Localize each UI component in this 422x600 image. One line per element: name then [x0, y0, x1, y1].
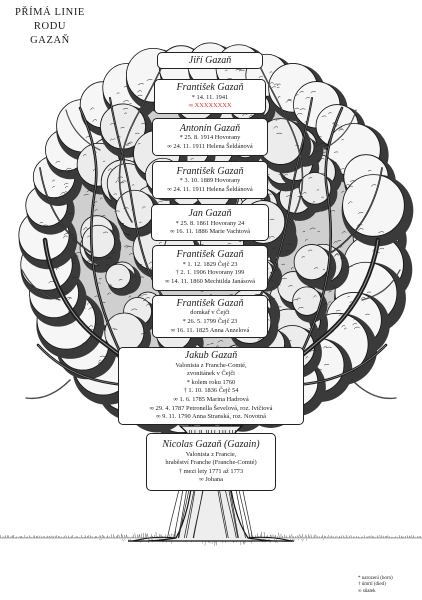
ground-shadow-stroke	[101, 539, 102, 540]
grass-blade	[139, 535, 140, 538]
marriage-line: ∞ 9. 11. 1790 Anna Stranská, roz. Novotná	[156, 413, 266, 421]
grass-blade	[135, 533, 136, 538]
grass-blade	[116, 536, 117, 538]
branch	[26, 380, 70, 398]
grass-blade	[275, 535, 276, 538]
foliage-clump	[343, 175, 405, 237]
grass-blade	[286, 536, 287, 538]
grass-blade	[99, 536, 100, 538]
title-line-1: PŘÍMÁ LINIE	[15, 7, 85, 18]
marriage-line: ∞ 16. 11. 1825 Anna Anzelová	[170, 326, 250, 334]
grass-blade	[289, 536, 290, 538]
grass-blade	[290, 535, 291, 538]
grass-blade	[341, 536, 342, 538]
grass-blade	[133, 535, 134, 538]
grass-blade	[275, 535, 276, 538]
grass-blade	[5, 535, 6, 538]
person-box-antonin	[152, 118, 268, 156]
grass-blade	[107, 535, 108, 538]
grass-blade	[401, 536, 402, 538]
grass-blade	[126, 535, 127, 538]
grass-blade	[311, 534, 312, 538]
ground-shadow-stroke	[99, 539, 100, 540]
ground-shadow-stroke	[123, 539, 124, 542]
foliage-clump	[294, 244, 329, 279]
grass-blade	[308, 534, 309, 538]
grass-blade	[420, 536, 421, 538]
death-line: † 2. 1. 1906 Hovorany 199	[175, 269, 245, 277]
person-box-frantisek-1889	[152, 161, 268, 199]
occupation-line: zvonitánek v Čejči	[187, 370, 235, 378]
grass-blade	[39, 536, 40, 538]
grass-blade	[72, 535, 73, 538]
birth-line: * 1. 12. 1829 Čejč 23	[182, 260, 238, 268]
marriage-line: ∞ 24. 11. 1911 Helena Šeldánová	[167, 142, 253, 150]
person-name: Antonín Gazaň	[179, 122, 241, 134]
grass-blade	[137, 534, 138, 538]
grass-blade	[52, 536, 53, 538]
grass-blade	[34, 535, 35, 538]
birth-line: * kolem roku 1760	[186, 378, 236, 386]
grass-blade	[121, 534, 122, 538]
grass-blade	[147, 534, 148, 538]
legend-death: † úmrtí (died)	[358, 582, 386, 588]
grass-blade	[371, 535, 372, 538]
birth-line: * 14. 11. 1941	[191, 93, 229, 101]
grass-blade	[122, 534, 123, 538]
ground-shadow-stroke	[302, 539, 303, 542]
occupation-line: domkař v Čejči	[190, 309, 230, 317]
marriage-line: ∞ 16. 11. 1886 Marie Vachtová	[170, 228, 250, 236]
grass-blade	[139, 534, 140, 538]
birth-line: * 25. 8. 1861 Hovorany 24	[175, 219, 245, 227]
person-name: František Gazaň	[176, 297, 244, 309]
legend-marriage: ∞ sňatek	[358, 588, 376, 594]
grass-blade	[279, 533, 280, 538]
ground-shadow-stroke	[323, 539, 324, 540]
grass-blade	[302, 534, 303, 538]
grass-blade	[88, 535, 89, 538]
person-box-jakub	[118, 347, 304, 425]
branch	[352, 380, 396, 398]
person-name: František Gazaň	[176, 82, 244, 94]
grass-blade	[113, 534, 114, 538]
grass-blade	[64, 536, 65, 538]
person-name: Nicolas Gazaň (Gazain)	[162, 439, 260, 451]
person-box-frantisek-1799	[152, 295, 268, 338]
person-box-jan	[151, 204, 269, 241]
death-line: † mezi lety 1771 až 1773	[178, 467, 244, 475]
origin-line: Valonista z Francie,	[185, 450, 237, 458]
grass-blade	[81, 535, 82, 538]
region-line: hraběství Franche (Franche-Comté)	[165, 459, 257, 467]
person-box-frantisek-1941	[154, 79, 266, 114]
marriage-line: ∞ 24. 11. 1911 Helena Šeldánová	[167, 185, 253, 193]
marriage-line: ∞ 1. 6. 1785 Marina Hadrová	[173, 396, 249, 404]
grass-blade	[145, 533, 146, 538]
marriage-line: ∞ 14. 11. 1860 Mechtilda Janásová	[164, 278, 256, 286]
person-box-nicolas	[146, 433, 276, 491]
person-box-jiri	[157, 52, 263, 69]
ground-shadow-stroke	[124, 539, 125, 541]
poster-title	[8, 6, 92, 48]
grass-blade	[85, 535, 86, 538]
person-name: Jakub Gazaň	[184, 350, 238, 362]
person-name: František Gazaň	[176, 249, 244, 261]
death-line: † 1. 10. 1836 Čejč 54	[183, 387, 239, 395]
foliage-clump	[82, 225, 114, 257]
person-box-frantisek-1829	[152, 245, 268, 291]
grass-blade	[388, 535, 389, 538]
grass-blade	[411, 535, 412, 538]
grass-blade	[332, 536, 333, 538]
grass-blade	[56, 535, 57, 538]
person-name: František Gazaň	[176, 165, 244, 177]
birth-line: * 25. 8. 1914 Hovorany	[179, 134, 241, 142]
origin-line: Valonista z Franche-Comté,	[175, 361, 247, 369]
grass-blade	[66, 535, 67, 538]
marriage-line: ∞ 29. 4. 1787 Petronella Ševelová, roz. Ivičiová	[149, 404, 273, 412]
grass-blade	[102, 535, 103, 538]
foliage-clump	[293, 287, 321, 315]
grass-blade	[299, 534, 300, 538]
grass-blade	[335, 536, 336, 538]
birth-line: * 26. 5. 1799 Čejč 23	[182, 317, 238, 325]
symbol-legend	[358, 576, 420, 595]
marriage-line: ∞ Johana	[199, 476, 223, 484]
birth-line: * 3. 10. 1889 Hovorany	[179, 177, 241, 185]
legend-birth: * narození (born)	[358, 576, 393, 581]
title-line-2: RODU	[33, 21, 67, 32]
marriage-line: ∞ XXXXXXXX	[188, 102, 232, 110]
grass-blade	[119, 535, 120, 538]
title-line-3: GAZAŇ	[30, 35, 70, 46]
person-name: Jiří Gazaň	[188, 54, 232, 66]
grass-blade	[8, 536, 9, 538]
grass-blade	[0, 535, 1, 538]
person-name: Jan Gazaň	[188, 208, 232, 220]
grass-blade	[356, 536, 357, 538]
